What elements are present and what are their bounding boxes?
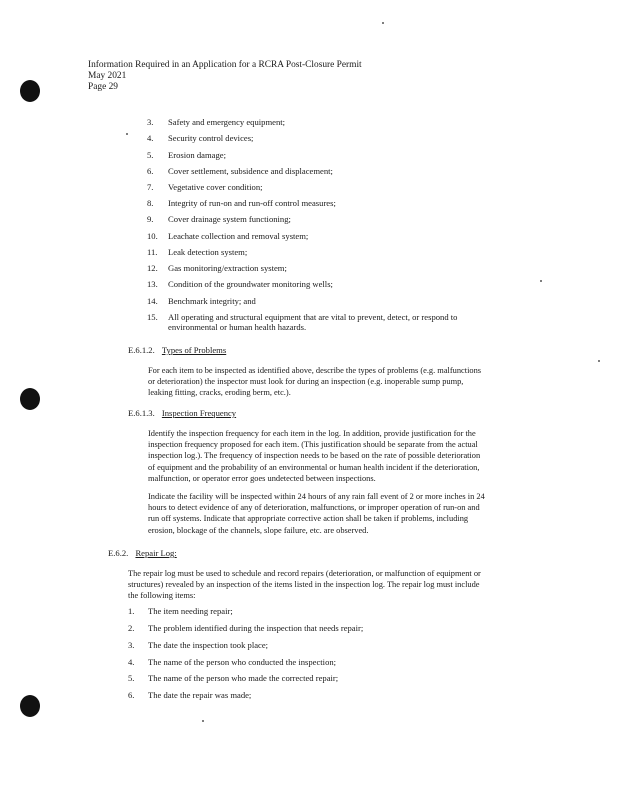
paragraph-line: leaking fitting, cracks, eroding berm, etc.). (148, 388, 291, 398)
list-item (147, 150, 226, 161)
section-number: E.6.2. (108, 548, 129, 558)
section-number: E.6.1.2. (128, 345, 155, 355)
paragraph-line: Identify the inspection frequency for each item in the log. In addition, provide justification for the (148, 429, 476, 438)
paragraph-line: or deterioration) the inspector must look for during an inspection (e.g. inoperable sump pump, (148, 377, 464, 387)
header-date: May 2021 (88, 71, 127, 81)
section-title: Repair Log: (135, 548, 177, 558)
list-item-text: Leak detection system; (168, 247, 248, 257)
section-number: E.6.1.3. (128, 408, 155, 418)
scan-speck (540, 280, 542, 282)
paragraph-line: structures) revealed by an inspection of the items listed in the inspection log. The repair log must include (128, 580, 480, 590)
list-item-text: The item needing repair; (148, 606, 233, 616)
paragraph-rainfall-inspection (148, 491, 485, 536)
list-item (147, 247, 248, 258)
header-title: Information Required in an Application for a RCRA Post-Closure Permit (88, 60, 362, 70)
scan-speck (202, 720, 204, 722)
paragraph-line: For each item to be inspected as identified above, describe the types of problems (e.g. malfunctions (148, 366, 482, 375)
list-item (147, 279, 333, 290)
repair-list-item (128, 690, 252, 701)
list-item-text: Benchmark integrity; and (168, 296, 256, 306)
list-item (147, 263, 287, 274)
list-item-text: The date the inspection took place; (148, 640, 269, 650)
scan-speck (598, 360, 600, 362)
list-item-number: 3. (128, 640, 135, 650)
list-item-number: 9. (147, 214, 154, 224)
list-item (147, 166, 333, 177)
list-item-text: All operating and structural equipment that are vital to prevent, detect, or respond to (168, 312, 458, 322)
list-item (147, 214, 291, 225)
list-item (147, 117, 286, 128)
paragraph-line: malfunction, or operator error goes undetected between inspections. (148, 473, 376, 483)
list-item (147, 231, 309, 242)
list-item-text: Erosion damage; (168, 150, 226, 160)
list-item-number: 7. (147, 182, 154, 192)
list-item (147, 133, 254, 144)
scan-speck (382, 22, 384, 24)
repair-list-item (128, 606, 233, 617)
section-heading-inspection-frequency (128, 408, 236, 419)
list-item-number: 14. (147, 296, 158, 306)
list-item-number: 3. (147, 117, 154, 127)
list-item-number: 5. (147, 150, 154, 160)
list-item-text: Cover drainage system functioning; (168, 214, 291, 224)
paragraph-line: inspection frequency proposed for each item. (This justification should be separate from the actual (148, 440, 478, 450)
list-item-text: Leachate collection and removal system; (168, 231, 309, 241)
list-item-number: 5. (128, 673, 135, 683)
section-heading-types-of-problems (128, 345, 226, 356)
paragraph-line: Indicate the facility will be inspected within 24 hours of any rain fall event of 2 or more inches in 24 (148, 492, 485, 501)
list-item (147, 296, 256, 307)
header-page-number: Page 29 (88, 82, 118, 92)
list-item-number: 1. (128, 606, 135, 616)
punch-hole-top (20, 80, 40, 102)
paragraph-types-of-problems (148, 365, 481, 399)
list-item-text: The date the repair was made; (148, 690, 252, 700)
list-item-number: 15. (147, 312, 158, 322)
list-item-text: Condition of the groundwater monitoring wells; (168, 279, 333, 289)
list-item-number: 6. (128, 690, 135, 700)
section-title: Inspection Frequency (161, 408, 237, 418)
list-item-text: The problem identified during the inspection that needs repair; (148, 623, 364, 633)
page-header (88, 60, 362, 93)
list-item-number: 4. (128, 657, 135, 667)
repair-list-item (128, 673, 339, 684)
list-item (147, 198, 336, 209)
list-item-number: 12. (147, 263, 158, 273)
scan-speck (126, 133, 128, 135)
paragraph-line: inspection log.). The frequency of inspection needs to be based on the rate of possible deterioration (148, 451, 481, 461)
section-title: Types of Problems (161, 345, 227, 355)
list-item-number: 11. (147, 247, 158, 257)
list-item-text: Integrity of run-on and run-off control measures; (168, 198, 336, 208)
paragraph-line: The repair log must be used to schedule and record repairs (deterioration, or malfunction of equipment or (128, 569, 481, 578)
list-item (147, 182, 263, 193)
punch-hole-bottom (20, 695, 40, 717)
list-item-number: 8. (147, 198, 154, 208)
paragraph-line: of equipment and the probability of an environmental or human health incident if the deterioration, (148, 462, 480, 472)
list-item-number: 2. (128, 623, 135, 633)
list-item (147, 312, 458, 332)
paragraph-line: run off systems. Indicate that appropriate corrective action shall be taken if problems, including (148, 514, 469, 524)
paragraph-line: the following items: (128, 591, 196, 601)
punch-hole-middle (20, 388, 40, 410)
list-item-text: Safety and emergency equipment; (168, 117, 286, 127)
repair-list-item (128, 657, 337, 668)
list-item-number: 10. (147, 231, 158, 241)
paragraph-inspection-frequency (148, 428, 480, 484)
list-item-text: The name of the person who made the corrected repair; (148, 673, 339, 683)
list-item-text: Vegetative cover condition; (168, 182, 263, 192)
list-item-text: Cover settlement, subsidence and displacement; (168, 166, 333, 176)
list-item-text: Gas monitoring/extraction system; (168, 263, 287, 273)
repair-list-item (128, 623, 364, 634)
paragraph-line: hours to detect evidence of any of deterioration, malfunctions, or improper operation of run-on and (148, 503, 480, 513)
list-item-number: 6. (147, 166, 154, 176)
paragraph-repair-log (128, 568, 481, 602)
list-item-text: Security control devices; (168, 133, 254, 143)
list-item-number: 4. (147, 133, 154, 143)
list-item-text: The name of the person who conducted the inspection; (148, 657, 337, 667)
repair-list-item (128, 640, 269, 651)
list-item-number: 13. (147, 279, 158, 289)
section-heading-repair-log (108, 548, 177, 559)
paragraph-line: erosion, blockage of the channels, slope failure, etc. are observed. (148, 525, 369, 535)
list-item-text-continued: environmental or human health hazards. (168, 322, 307, 332)
